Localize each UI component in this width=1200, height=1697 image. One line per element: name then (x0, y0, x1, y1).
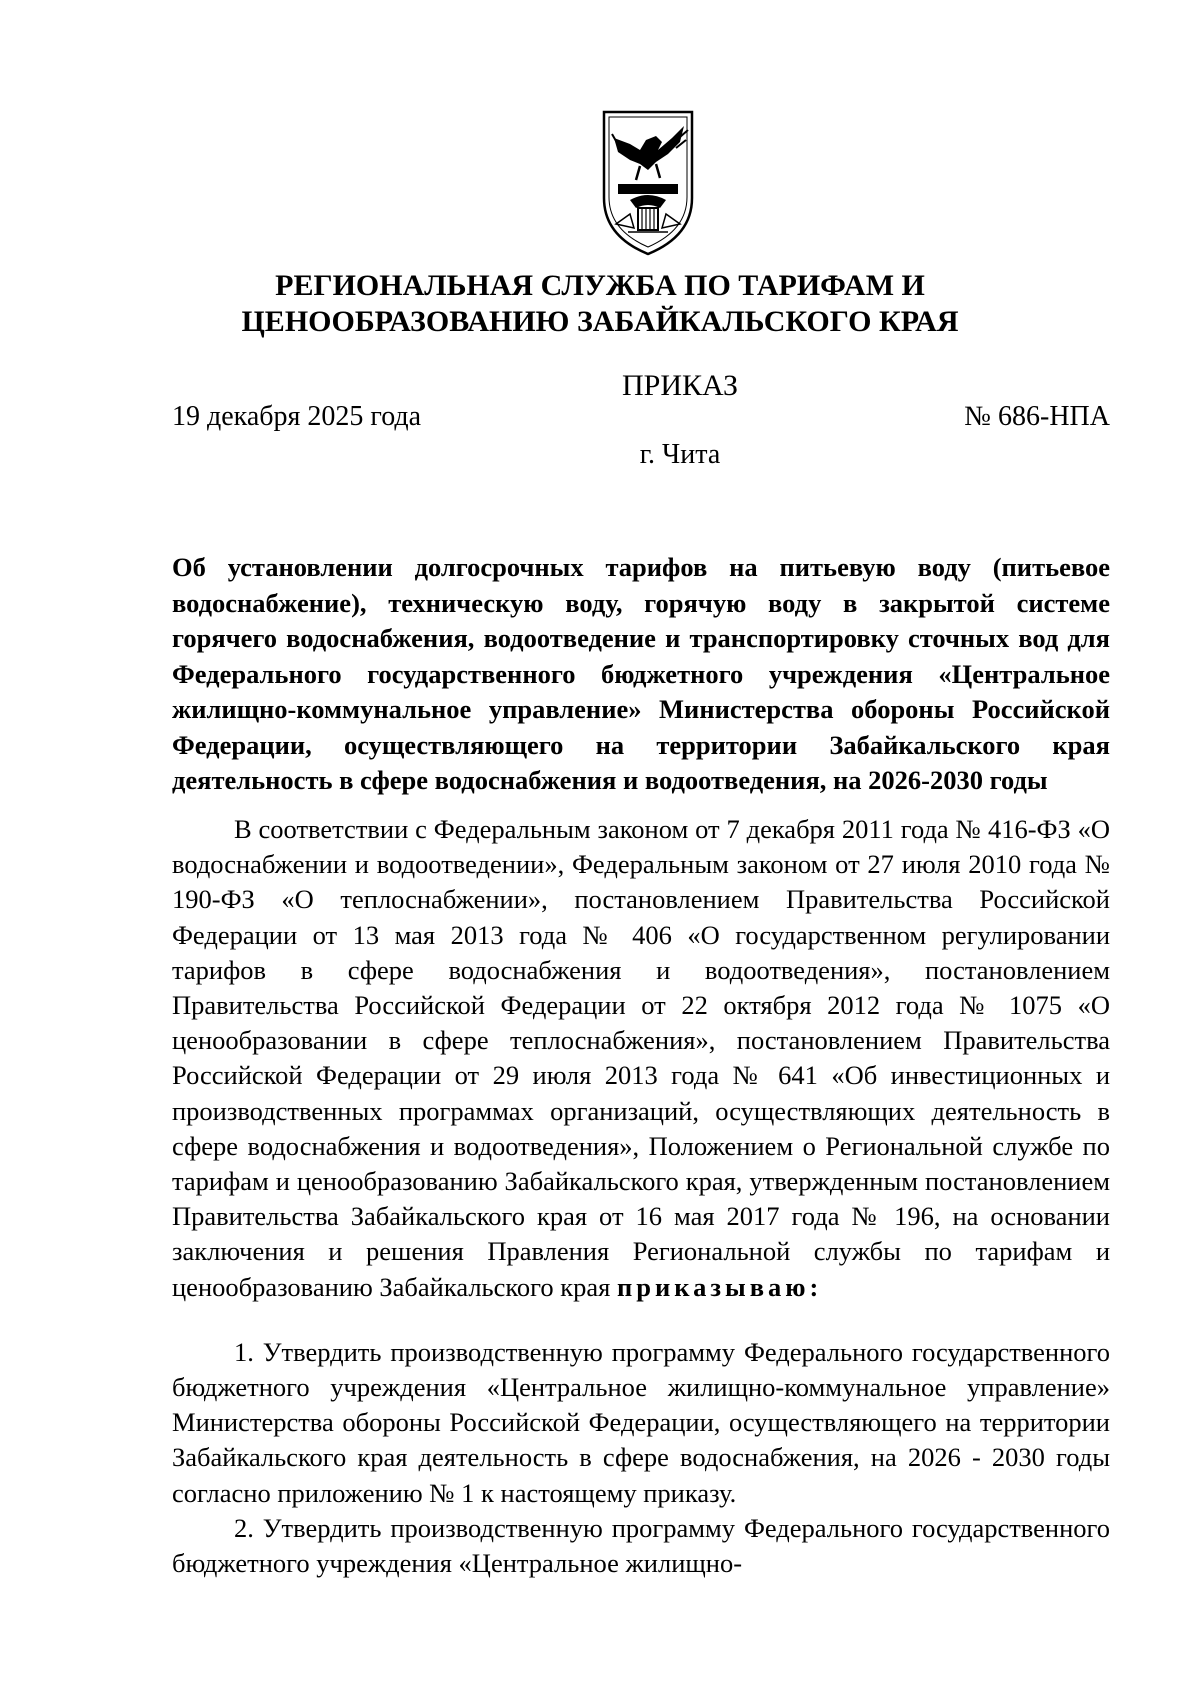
date-number-line (172, 400, 1110, 434)
document-type: ПРИКАЗ (622, 369, 738, 402)
preamble-text: В соответствии с Федеральным законом от 7 декабря 2011 года № 416-ФЗ «О водоснабжении и водоотведении», Федеральным законом от 27 июля 2010 года № 190-ФЗ «О теплоснабжении», постановлением Правительства Российской Федерации от 13 мая 2013 года № 406 «О государственном регулировании тарифов в сфере водоснабжения и водоотведения», постановлением Правительства Российской Федерации от 22 октября 2012 года № 1075 «О ценообразовании в сфере теплоснабжения», постановлением Правительства Российской Федерации от 29 июля 2013 года № 641 «Об инвестиционных и производственных программах организаций, осуществляющих деятельность в сфере водоснабжения и водоотведения», Положением о Региональной службе по тарифам и ценообразованию Забайкальского края, утвержденным постановлением Правительства Забайкальского края от 16 мая 2017 года № 196, на основании заключения и решения Правления Региональной службы по тарифам и ценообразованию Забайкальского края (172, 814, 1110, 1302)
order-word: приказываю: (616, 1271, 823, 1302)
preamble-paragraph (172, 812, 1110, 1305)
coat-of-arms (600, 108, 696, 258)
document-number: № 686-НПА (964, 401, 1110, 432)
document-date: 19 декабря 2025 года (172, 401, 422, 432)
document-subject: Об установлении долгосрочных тарифов на питьевую воду (питьевое водоснабжение), техническую воду, горячую воду в закрытой системе горячего водоснабжения, водоотведение и транспортировку сточных вод для Федерального государственного бюджетного учреждения «Центральное жилищно-коммунальное управление» Министерства обороны Российской Федерации, осуществляющего на территории Забайкальского края деятельность в сфере водоснабжения и водоотведения, на 2026-2030 годы (172, 552, 1110, 795)
order-item-2: 2. Утвердить производственную программу Федерального государственного бюджетного учреждения «Центральное жилищно- (172, 1512, 1110, 1579)
document-city: г. Чита (639, 439, 721, 470)
organization-title-line-1: РЕГИОНАЛЬНАЯ СЛУЖБА ПО ТАРИФАМ И (275, 269, 925, 302)
organization-title-line-2: ЦЕНООБРАЗОВАНИЮ ЗАБАЙКАЛЬСКОГО КРАЯ (241, 305, 959, 338)
organization-title (170, 268, 1030, 340)
order-item-1: 1. Утвердить производственную программу Федерального государственного бюджетного учреждения «Центральное жилищно-коммунальное управление» Министерства обороны Российской Федерации, осуществляющего на территории Забайкальского края деятельность в сфере водоснабжения, на 2026 - 2030 годы согласно приложению № 1 к настоящему приказу. (172, 1336, 1110, 1508)
coat-of-arms-icon (600, 108, 696, 258)
document-body (172, 812, 1110, 1581)
